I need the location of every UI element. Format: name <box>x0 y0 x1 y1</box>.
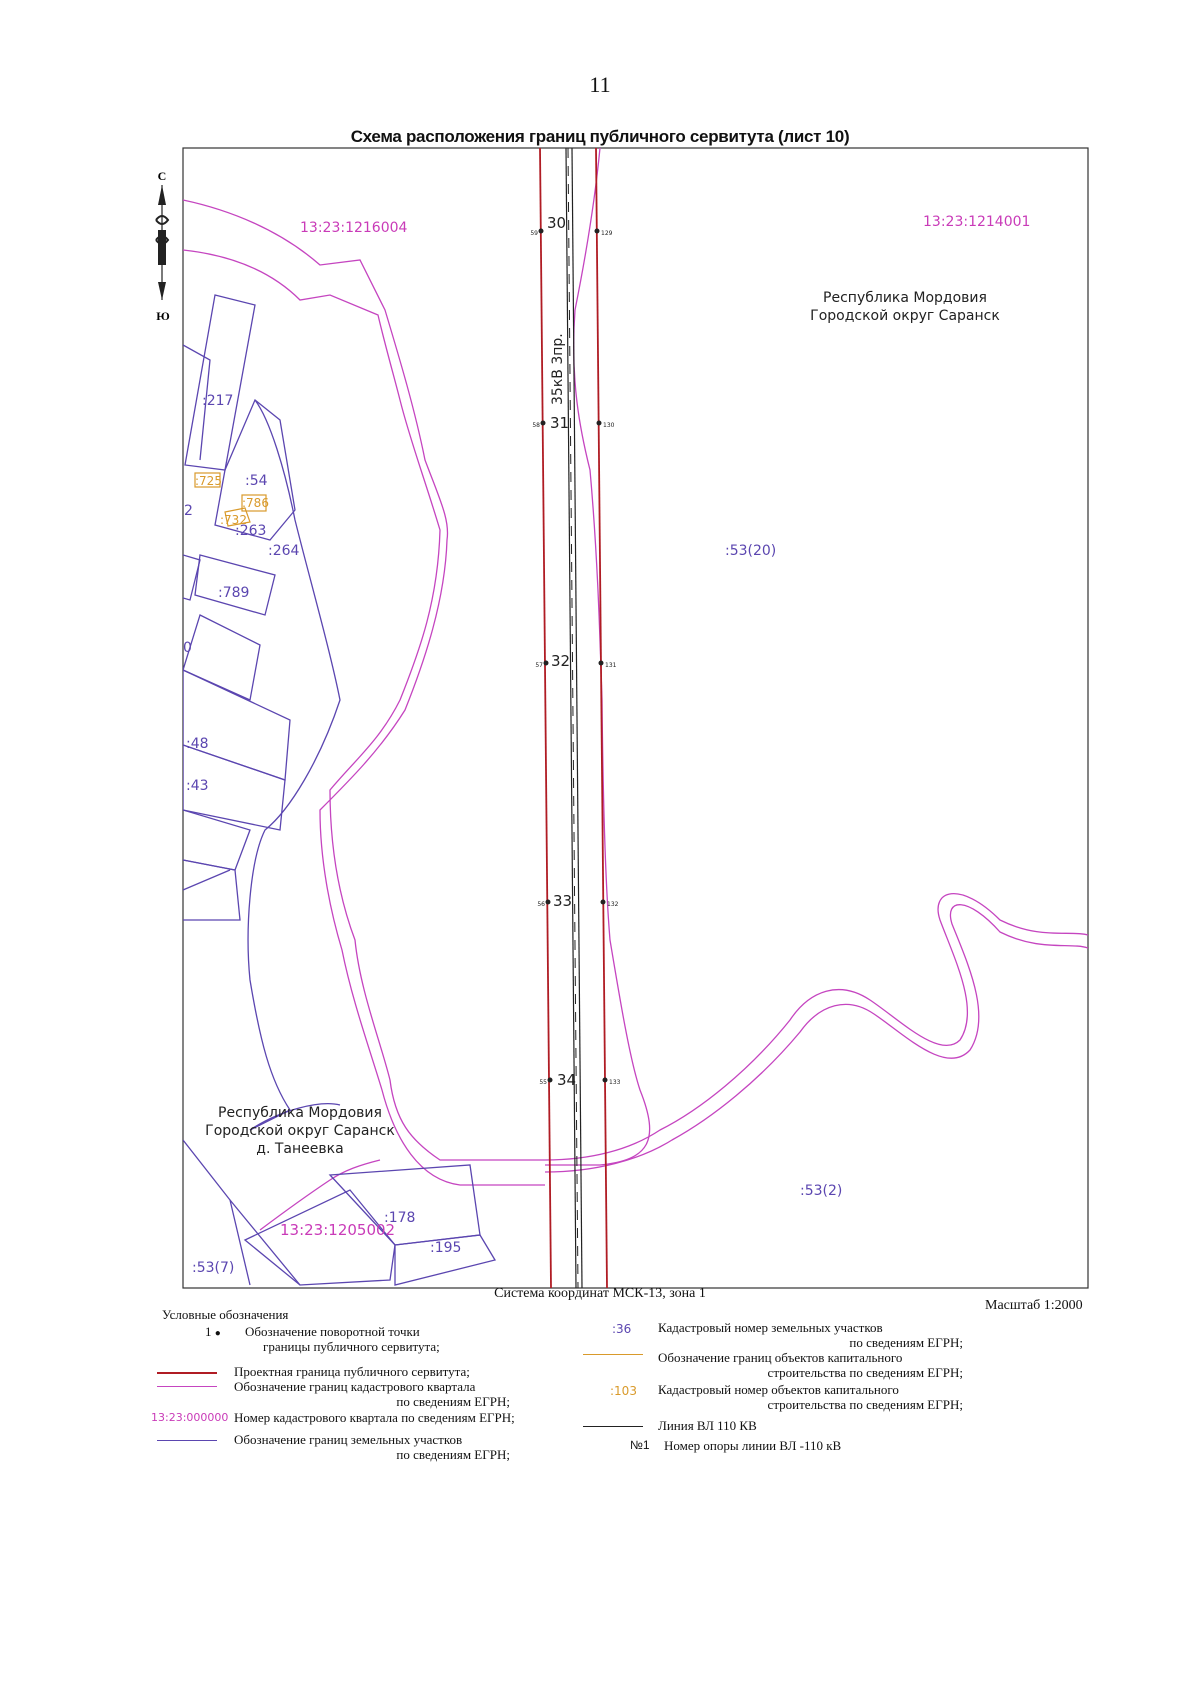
parcel-label: :54 <box>245 473 268 489</box>
compass-south: Ю <box>156 309 170 323</box>
tower-number: 33 <box>553 892 573 910</box>
legend-servitude-symbol <box>157 1372 217 1374</box>
quarter-boundary <box>260 1160 380 1230</box>
parcel-label: :43 <box>186 778 209 794</box>
point-number: 133 <box>609 1079 621 1086</box>
point-number: 55 <box>539 1079 547 1086</box>
legend-parcel-number-sample: :36 <box>612 1322 632 1336</box>
legend-line-symbol <box>583 1426 643 1427</box>
river <box>545 894 1088 1160</box>
point-number: 130 <box>603 422 615 429</box>
parcel-label: :263 <box>235 523 267 539</box>
parcel-label: 2 <box>184 503 193 519</box>
point-number: 56 <box>537 901 545 908</box>
capital-object-label: :725 <box>195 474 222 488</box>
compass-north: С <box>157 169 167 183</box>
point-number: 129 <box>601 230 613 237</box>
legend-point: Обозначение поворотной точки границы публичного сервитута; <box>245 1324 440 1354</box>
capital-object-label: :786 <box>242 496 269 510</box>
parcel-label: :53(20) <box>725 543 777 559</box>
compass-icon <box>156 169 170 323</box>
coordinate-system: Система координат МСК-13, зона 1 <box>494 1286 706 1301</box>
legend-title: Условные обозначения <box>162 1307 289 1322</box>
legend-capital-number-sample: :103 <box>610 1384 637 1398</box>
legend-quarter-symbol <box>157 1386 217 1387</box>
region-label: Городской округ Саранск <box>205 1123 395 1139</box>
region-label: Республика Мордовия <box>823 290 987 306</box>
parcel-label: :264 <box>268 543 300 559</box>
parcel-label: 0 <box>183 640 192 656</box>
quarter-boundary <box>183 250 545 1160</box>
legend-capital-symbol <box>583 1354 643 1355</box>
legend-capital: Обозначение границ объектов капитального строительства по сведениям ЕГРН; <box>658 1350 963 1380</box>
river <box>545 905 1088 1172</box>
powerline <box>572 148 582 1288</box>
region-label: д. Танеевка <box>256 1141 344 1157</box>
legend-quarter-number: Номер кадастрового квартала по сведениям ЕГРН; <box>234 1410 515 1425</box>
quarter-label: 13:23:1216004 <box>300 220 408 236</box>
point-number: 59 <box>530 230 538 237</box>
servitude-boundary <box>540 148 551 1288</box>
quarter-boundary <box>183 200 545 1185</box>
region-label: Республика Мордовия <box>218 1105 382 1121</box>
map-scale: Масштаб 1:2000 <box>985 1298 1083 1313</box>
tower-number: 32 <box>551 652 571 670</box>
legend-quarter: Обозначение границ кадастрового квартала по сведениям ЕГРН; <box>234 1379 510 1409</box>
quarter-label: 13:23:1214001 <box>923 214 1031 230</box>
tower-number: 34 <box>557 1071 577 1089</box>
capital-object-label: :732 <box>220 513 247 527</box>
parcel-label: :217 <box>202 393 234 409</box>
point-number: 131 <box>605 662 617 669</box>
tower-number: 31 <box>550 414 570 432</box>
point-number: 132 <box>607 901 619 908</box>
legend-parcel-symbol <box>157 1440 217 1441</box>
page-number: 11 <box>589 72 611 97</box>
quarter-label: 13:23:1205002 <box>280 1221 396 1239</box>
tower-number: 30 <box>547 214 567 232</box>
legend-point-marker: 1 ● <box>205 1324 221 1339</box>
point-number: 57 <box>535 662 543 669</box>
legend-capital-number: Кадастровый номер объектов капитального строительства по сведениям ЕГРН; <box>658 1382 963 1412</box>
legend-servitude: Проектная граница публичного сервитута; <box>234 1364 470 1379</box>
parcel-label: :53(2) <box>800 1183 843 1199</box>
region-label: Городской округ Саранск <box>810 308 1000 324</box>
map-title: Схема расположения границ публичного сервитута (лист 10) <box>350 127 850 146</box>
powerline-label: 35кВ 3пр. <box>550 333 566 405</box>
parcel-label: :178 <box>384 1210 416 1226</box>
parcel-label: :195 <box>430 1240 462 1256</box>
point-number: 58 <box>532 422 540 429</box>
legend-parcel: Обозначение границ земельных участков по сведениям ЕГРН; <box>234 1432 510 1462</box>
parcel-label: :53(7) <box>192 1260 235 1276</box>
legend-line: Линия ВЛ 110 КВ <box>658 1418 757 1433</box>
legend-parcel-number: Кадастровый номер земельных участков по сведениям ЕГРН; <box>658 1320 963 1350</box>
legend-tower: Номер опоры линии ВЛ -110 кВ <box>664 1438 842 1453</box>
legend-quarter-number-sample: 13:23:000000 <box>151 1411 229 1424</box>
legend-tower-sample: №1 <box>630 1438 650 1452</box>
parcel-label: :48 <box>186 736 209 752</box>
servitude-boundary <box>596 148 607 1288</box>
parcel-label: :789 <box>218 585 250 601</box>
